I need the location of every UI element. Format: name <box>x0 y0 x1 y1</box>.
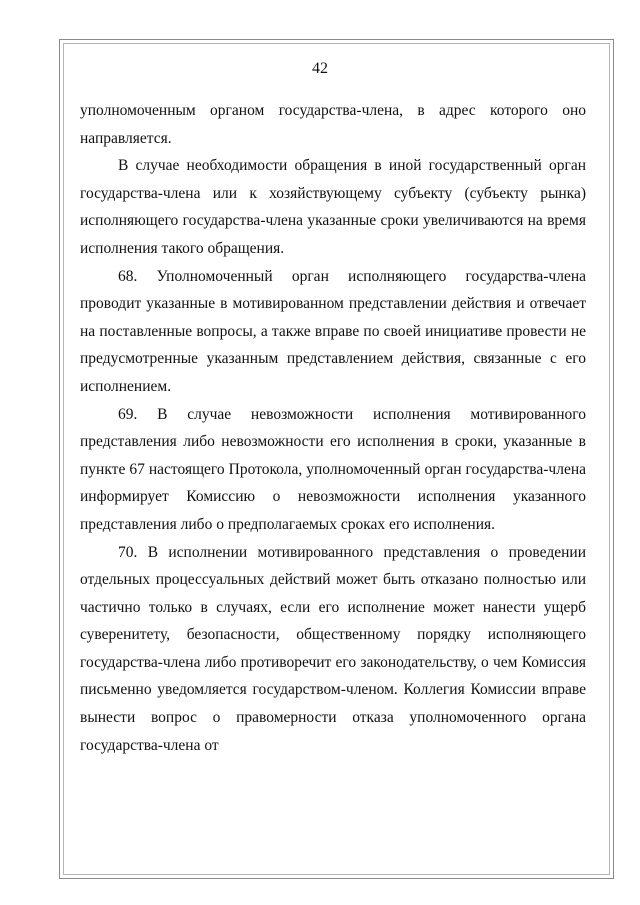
paragraph-continuation: уполномоченным органом государства-члена, в адрес которого оно направляется. <box>80 102 586 147</box>
page-number: 42 <box>312 60 328 77</box>
document-body <box>80 97 586 759</box>
paragraph-70: 70. В исполнении мотивированного представления о проведении отдельных процессуальных действий может быть отказано полностью или частично только в случаях, если его исполнение может нанести ущерб суверенитету, безопасности, общественному порядку исполняющего государства-члена либо противоречит его законодательству, о чем Комиссия письменно уведомляется государством-членом. Коллегия Комиссии вправе вынести вопрос о правомерности отказа уполномоченного органа государства-члена от <box>80 543 586 754</box>
paragraph-deadline-extension: В случае необходимости обращения в иной государственный орган государства-члена или к хозяйствующему субъекту (субъекту рынка) исполняющего государства-члена указанные сроки увеличиваются на время исполнения такого обращения. <box>80 157 586 257</box>
paragraph-69: 69. В случае невозможности исполнения мотивированного представления либо невозможности его исполнения в сроки, указанные в пункте 67 настоящего Протокола, уполномоченный орган государства-члена информирует Комиссию о невозможности исполнения указанного представления либо о предполагаемых сроках его исполнения. <box>80 405 586 533</box>
paragraph-68: 68. Уполномоченный орган исполняющего государства-члена проводит указанные в мотивированном представлении действия и отвечает на поставленные вопросы, а также вправе по своей инициативе провести не предусмотренные указанным представлением действия, связанные с его исполнением. <box>80 267 586 395</box>
